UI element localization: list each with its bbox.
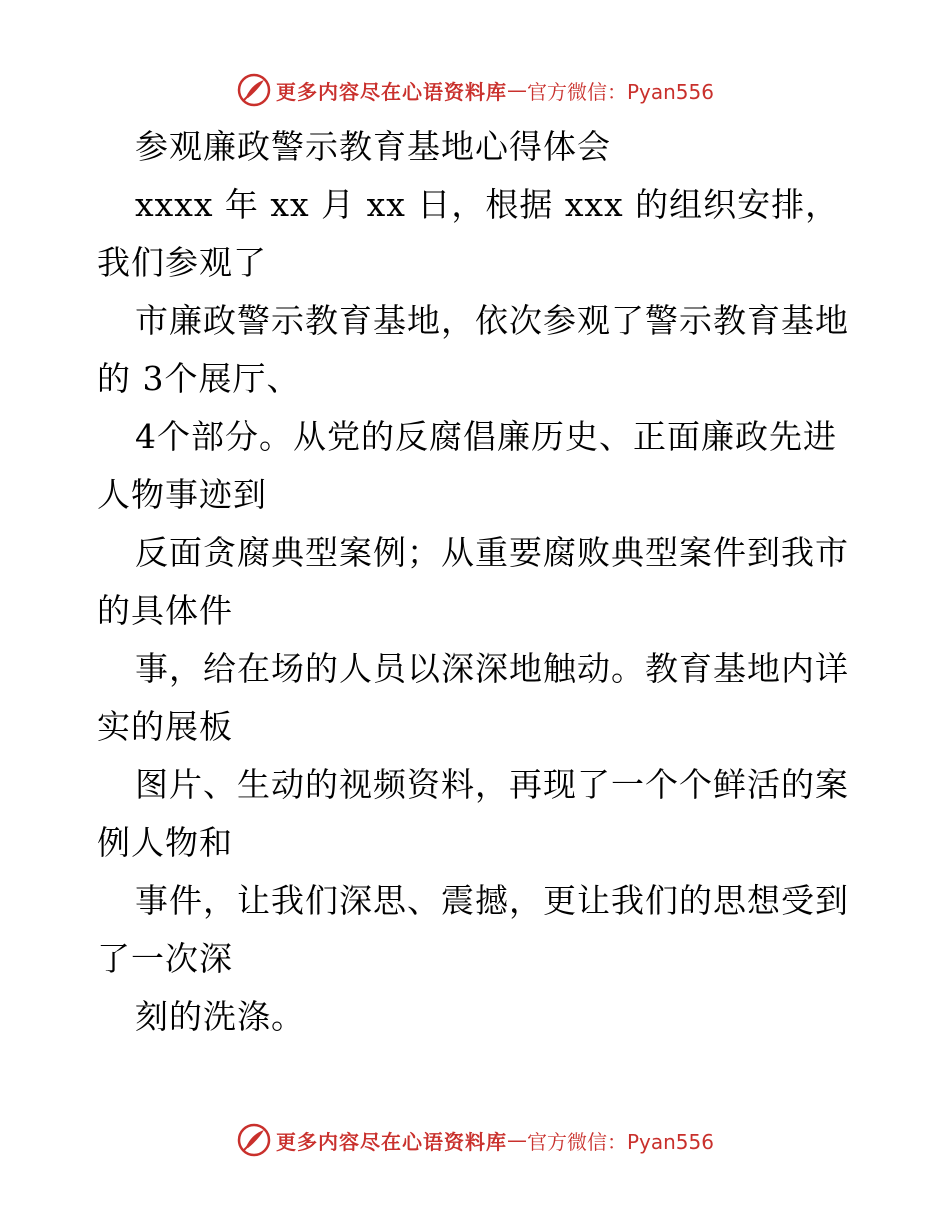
- paragraph-continuation: 的 3个展厅、: [97, 359, 301, 398]
- header-banner: [0, 70, 950, 110]
- paragraph-line: 刻的洗涤。: [135, 997, 305, 1036]
- paragraph-8: [97, 988, 867, 1046]
- quill-logo-icon: [236, 72, 272, 108]
- paragraph-4: [97, 524, 867, 640]
- paragraph-line: 4个部分。从党的反腐倡廉历史、正面廉政先进: [135, 417, 837, 456]
- paragraph-continuation: 的具体件: [97, 591, 233, 630]
- paragraph-continuation: 人物事迹到: [97, 475, 267, 514]
- header-promo-text: 更多内容尽在心语资料库: [275, 79, 507, 104]
- header-wechat-text: 官方微信：Pyan556: [526, 79, 714, 104]
- footer-promo-text: 更多内容尽在心语资料库: [275, 1129, 507, 1154]
- paragraph-line: 图片、生动的视频资料，再现了一个个鲜活的案: [135, 765, 849, 804]
- footer-wechat-text: 官方微信：Pyan556: [526, 1129, 714, 1154]
- footer-banner: [0, 1120, 950, 1160]
- paragraph-continuation: 了一次深: [97, 939, 233, 978]
- paragraph-continuation: 我们参观了: [97, 243, 267, 282]
- paragraph-6: [97, 756, 867, 872]
- paragraph-7: [97, 872, 867, 988]
- paragraph-2: [97, 292, 867, 408]
- paragraph-line: 反面贪腐典型案例；从重要腐败典型案件到我市: [135, 533, 849, 572]
- paragraph-continuation: 例人物和: [97, 823, 233, 862]
- paragraph-continuation: 实的展板: [97, 707, 233, 746]
- header-separator: —: [506, 78, 527, 102]
- paragraph-1: [97, 176, 867, 292]
- paragraph-line: xxxx 年 xx 月 xx 日，根据 xxx 的组织安排，: [135, 185, 840, 224]
- quill-logo-icon: [236, 1122, 272, 1158]
- paragraph-3: [97, 408, 867, 524]
- document-body: [97, 118, 867, 1046]
- paragraph-line: 事，给在场的人员以深深地触动。教育基地内详: [135, 649, 849, 688]
- paragraph-line: 市廉政警示教育基地，依次参观了警示教育基地: [135, 301, 849, 340]
- footer-separator: —: [506, 1128, 527, 1152]
- document-title: 参观廉政警示教育基地心得体会: [135, 127, 611, 166]
- paragraph-5: [97, 640, 867, 756]
- paragraph-line: 事件，让我们深思、震撼，更让我们的思想受到: [135, 881, 849, 920]
